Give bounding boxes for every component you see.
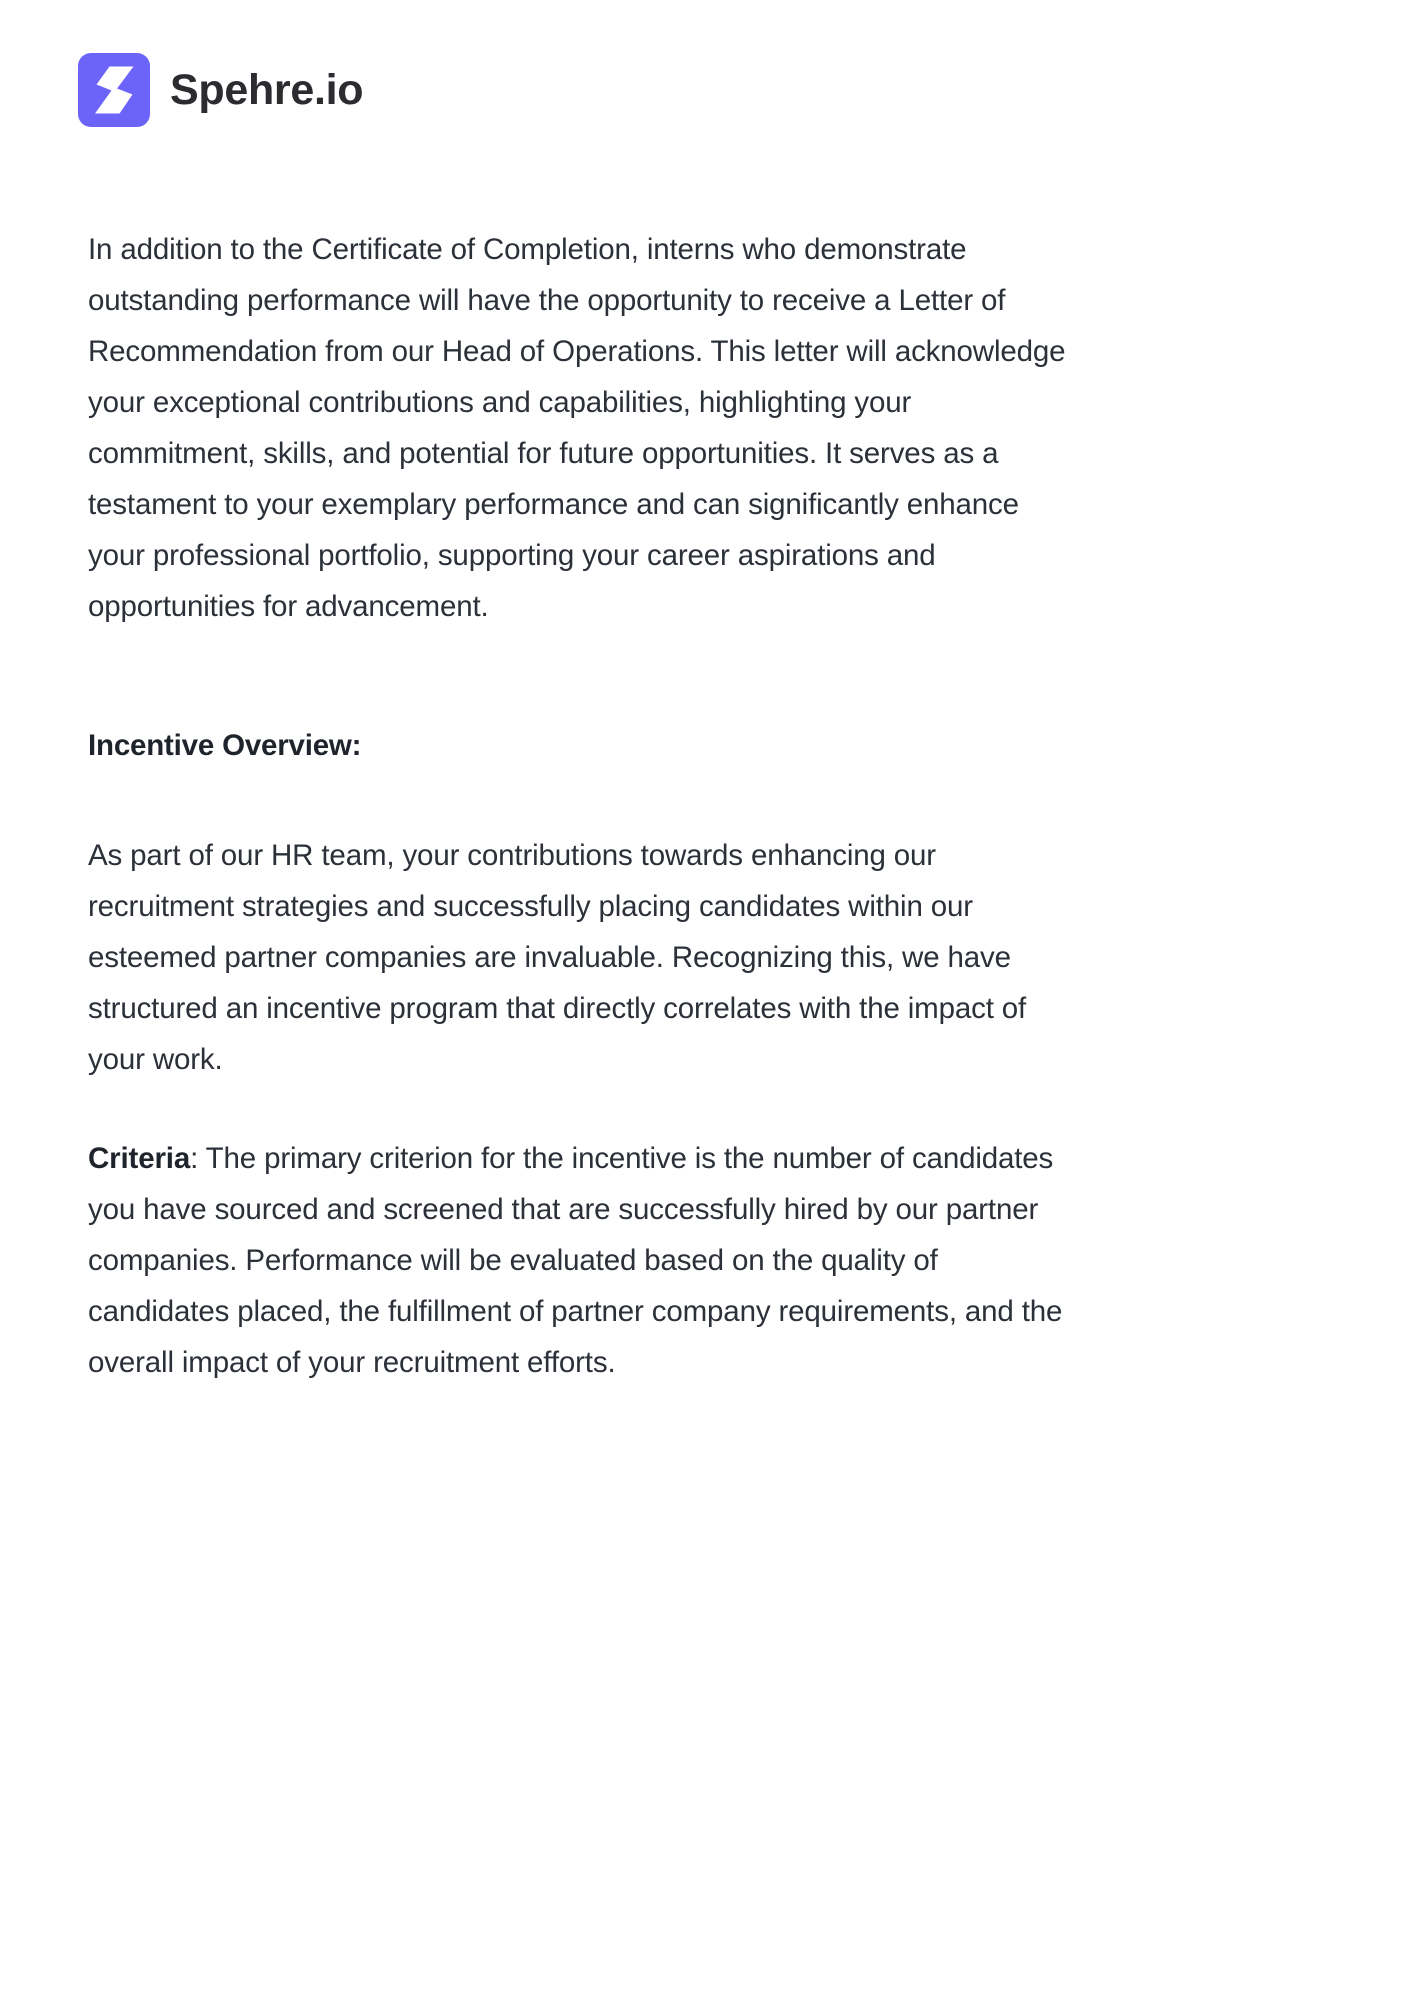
- heading-incentive-overview: Incentive Overview:: [88, 729, 362, 762]
- spehre-bolt-s-icon: [78, 53, 150, 127]
- criteria-label: Criteria: [88, 1142, 191, 1175]
- criteria-body: : The primary criterion for the incentive is the number of candidates you have sourced and screened that are successfully hired by our partner companies. Performance will be evaluated based on the quality of candidates placed, the fulfillment of partner company requirements, and the overall impact of your recruitment efforts.: [88, 1142, 1063, 1379]
- paragraph-incentive-intro: As part of our HR team, your contributions towards enhancing our recruitment strategies and successfully placing candidates within our esteemed partner companies are invaluable. Recognizing this, we have structured an incentive program that directly correlates with the impact of your work.: [88, 839, 1027, 1076]
- document-body: [88, 224, 1068, 1388]
- brand-header: [78, 53, 363, 127]
- paragraph-criteria: [88, 1133, 1068, 1388]
- brand-name: Spehre.io: [170, 65, 364, 114]
- paragraph-certificate-recommendation: In addition to the Certificate of Completion, interns who demonstrate outstanding performance will have the opportunity to receive a Letter of Recommendation from our Head of Operations. This letter will acknowledge your exceptional contributions and capabilities, highlighting your commitment, skills, and potential for future opportunities. It serves as a testament to your exemplary performance and can significantly enhance your professional portfolio, supporting your career aspirations and opportunities for advancement.: [88, 233, 1066, 623]
